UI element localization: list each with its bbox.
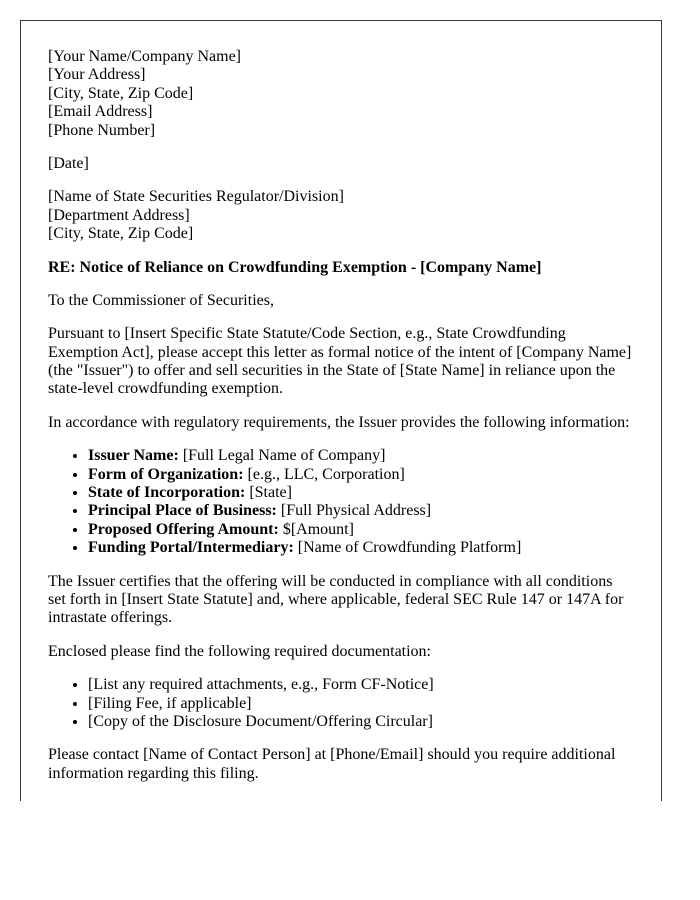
sender-line: [Your Name/Company Name] bbox=[48, 48, 242, 65]
enclosure-item: • [Copy of the Disclosure Document/Offering Circular] bbox=[88, 713, 634, 731]
enclosures-list bbox=[48, 676, 634, 731]
sender-address-block bbox=[48, 48, 634, 140]
detail-value: [e.g., LLC, Corporation] bbox=[247, 465, 405, 483]
sender-line: [Your Address] bbox=[48, 66, 146, 84]
sender-line: [Phone Number] bbox=[48, 121, 156, 139]
issuer-detail-item bbox=[88, 466, 634, 484]
sender-line: [City, State, Zip Code] bbox=[48, 84, 194, 102]
detail-value: [Name of Crowdfunding Platform] bbox=[297, 539, 522, 557]
recipient-line: [Department Address] bbox=[48, 206, 190, 224]
detail-label: Form of Organization: bbox=[88, 465, 244, 483]
enclosure-lead-paragraph: Enclosed please find the following required documentation: bbox=[48, 642, 431, 660]
detail-value: [Full Legal Name of Company] bbox=[182, 447, 386, 465]
date-line: [Date] bbox=[48, 154, 89, 172]
detail-label: Proposed Offering Amount: bbox=[88, 520, 279, 538]
detail-label: Principal Place of Business: bbox=[88, 502, 277, 520]
recipient-line: [City, State, Zip Code] bbox=[48, 225, 194, 243]
intro-paragraph: Pursuant to [Insert Specific State Statute/Code Section, e.g., State Crowdfunding Exemption Act], please accept this letter as formal notice of the intent of [Company Name] (the "Issuer") to offer and sell securities in the State of [State Name] in reliance upon the state-level crowdfunding exemption. bbox=[48, 325, 632, 398]
issuer-detail-item bbox=[88, 502, 634, 520]
subject-line: RE: Notice of Reliance on Crowdfunding Exemption - [Company Name] bbox=[48, 258, 542, 276]
detail-value: [Full Physical Address] bbox=[280, 502, 432, 520]
recipient-address-block bbox=[48, 188, 634, 243]
detail-value: [State] bbox=[249, 484, 292, 502]
enclosure-item: • [Filing Fee, if applicable] bbox=[88, 695, 634, 713]
detail-label: Issuer Name: bbox=[88, 447, 179, 465]
sender-line: [Email Address] bbox=[48, 103, 153, 121]
issuer-detail-item bbox=[88, 521, 634, 539]
detail-value: $[Amount] bbox=[282, 520, 354, 538]
certification-paragraph: The Issuer certifies that the offering will be conducted in compliance with all conditions set forth in [Insert State Statute] and, where applicable, federal SEC Rule 147 or 147A for intrastate offerings. bbox=[48, 572, 624, 627]
issuer-detail-item bbox=[88, 447, 634, 465]
recipient-line: [Name of State Securities Regulator/Division] bbox=[48, 188, 344, 206]
info-lead-paragraph: In accordance with regulatory requirements, the Issuer provides the following information: bbox=[48, 413, 630, 431]
detail-label: State of Incorporation: bbox=[88, 484, 246, 502]
contact-paragraph: Please contact [Name of Contact Person] at [Phone/Email] should you require additional information regarding this filing. bbox=[48, 746, 616, 782]
salutation: To the Commissioner of Securities, bbox=[48, 291, 274, 309]
issuer-detail-item bbox=[88, 539, 634, 557]
enclosure-item: • [List any required attachments, e.g., Form CF-Notice] bbox=[88, 676, 634, 694]
detail-label: Funding Portal/Intermediary: bbox=[88, 539, 294, 557]
letter-document-page bbox=[20, 20, 662, 801]
issuer-details-list bbox=[48, 447, 634, 557]
issuer-detail-item bbox=[88, 484, 634, 502]
